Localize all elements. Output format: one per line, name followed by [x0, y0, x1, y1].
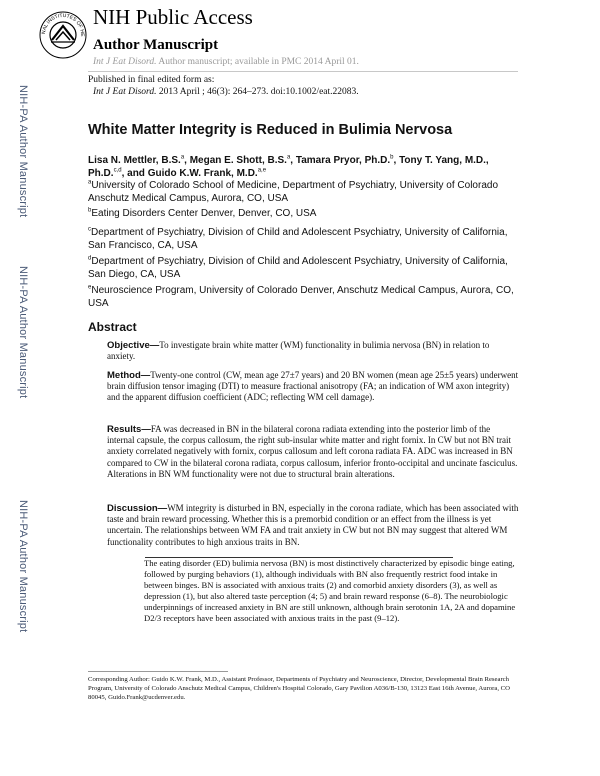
pmc-journal: Int J Eat Disord. — [93, 57, 157, 67]
affiliation: $^d$Department of Psychiatry, Division of Child and Adolescent Psychiatry, University of California, San Diego, CA, USA — [88, 255, 508, 280]
author: Guido K.W. Frank, M.D. — [147, 168, 258, 179]
corresponding-author-footnote: Corresponding Author: Guido K.W. Frank, M.D., Assistant Professor, Departments of Psychiatry and Neuroscience, Director, Developmental Brain Research Program, University of Colorado Anschutz Medical Campus, Children's Hospital Colorado, Gary Pavilion A036/B-130, 13123 East 16th Avenue, Aurora, CO 80045, Guido.Frank@ucdenver.edu. — [88, 676, 510, 701]
citation — [93, 87, 359, 97]
pmc-availability-line — [93, 57, 359, 67]
author: Tamara Pryor, Ph.D. — [295, 155, 391, 166]
abstract-objective: Objective—To investigate brain white matter (WM) functionality in bulimia nervosa (BN) in relation to anxiety. — [107, 340, 490, 362]
article-title: White Matter Integrity is Reduced in Bulimia Nervosa — [88, 122, 453, 138]
abstract-heading: Abstract — [88, 320, 137, 334]
pmc-note: Author manuscript; available in PMC 2014 April 01. — [158, 57, 359, 67]
abstract-method: Method—Twenty-one control (CW, mean age 27±7 years) and 20 BN women (mean age 25±5 years) underwent brain diffusion tensor imaging (DTI) to measure fractional anisotropy (FA; an indication of WM axon integrity) and the apparent diffusion coefficient (ADC; reflecting WM cell damage). — [107, 370, 519, 403]
nih-public-access-title: NIH Public Access — [93, 5, 253, 29]
author: Megan E. Shott, B.S. — [189, 155, 287, 166]
citation-journal: Int J Eat Disord. — [93, 87, 157, 97]
footnote-divider — [88, 671, 228, 672]
affiliation: $^a$University of Colorado School of Medicine, Department of Psychiatry, University of Colorado Anschutz Medical Campus, Aurora, CO, USA — [88, 179, 498, 204]
author: Tony T. Yang, M.D., Ph.D. — [88, 155, 489, 179]
author: Lisa N. Mettler, B.S. — [88, 155, 181, 166]
nih-logo — [38, 6, 88, 64]
affiliation: $^e$Neuroscience Program, University of Colorado Denver, Anschutz Medical Campus, Aurora, CO, USA — [88, 284, 514, 309]
affiliation: $^c$Department of Psychiatry, Division of Child and Adolescent Psychiatry, University of California, San Francisco, CA, USA — [88, 226, 508, 251]
abstract-results: Results—FA was decreased in BN in the bilateral corona radiata extending into the posterior limb of the internal capsule, the corpus callosum, the right sub-insular white matter and right fornix. In CW but not BN trait anxiety correlated negatively with fornix, corpus callosum and left corona radiata FA. ADC was increased in BN compared to CW in the bilateral corona radiata, corpus callosum, inferior fronto-occipital and uncinate fasciculus. Alterations in BN WM functionality were not due to structural brain alterations. — [107, 424, 518, 479]
intro-paragraph: The eating disorder (ED) bulimia nervosa (BN) is most distinctively characterized by episodic binge eating, followed by purging behaviors (1), although individuals with BN also frequently restrict food intake in between binges. BN is associated with anxious traits (2) and comorbid anxiety disorders (3), as well as depression (1), but also altered taste perception (4; 5) and brain reward response (6–8). The neurobiologic underpinnings of increased anxiety in BN are still unknown, although brain serotonin 1A, 2A and dopamine D2/3 receptors have been associated with anxious traits in the past (9–12). — [144, 558, 516, 623]
author-manuscript-label: Author Manuscript — [93, 37, 219, 53]
author-list: Lisa N. Mettler, B.S.$^a$, Megan E. Shott, B.S.$^a$, Tamara Pryor, Ph.D.$^b$, Tony T. Yang, M.D., Ph.D.$^{c,d}$, and Guido K.W. Frank, M.D.$^{a,e}$ — [88, 154, 489, 179]
abstract-discussion: Discussion—WM integrity is disturbed in BN, especially in the corona radiate, which has been associated with taste and brain reward processing. Whether this is a premorbid condition or an effect from the illness is yet uncertain. The relationships between WM FA and trait anxiety in CW but not BN may suggest that altered WM functionality contributes to high anxious traits in BN. — [107, 503, 519, 547]
header-divider — [88, 71, 518, 72]
published-label: Published in final edited form as: — [88, 75, 215, 85]
logo-lettering: NAL INSTITUTES OF HE — [40, 12, 86, 37]
affiliation: $^b$Eating Disorders Center Denver, Denver, CO, USA — [88, 207, 317, 219]
citation-details: 2013 April ; 46(3): 264–273. doi:10.1002/eat.22083. — [158, 87, 359, 97]
